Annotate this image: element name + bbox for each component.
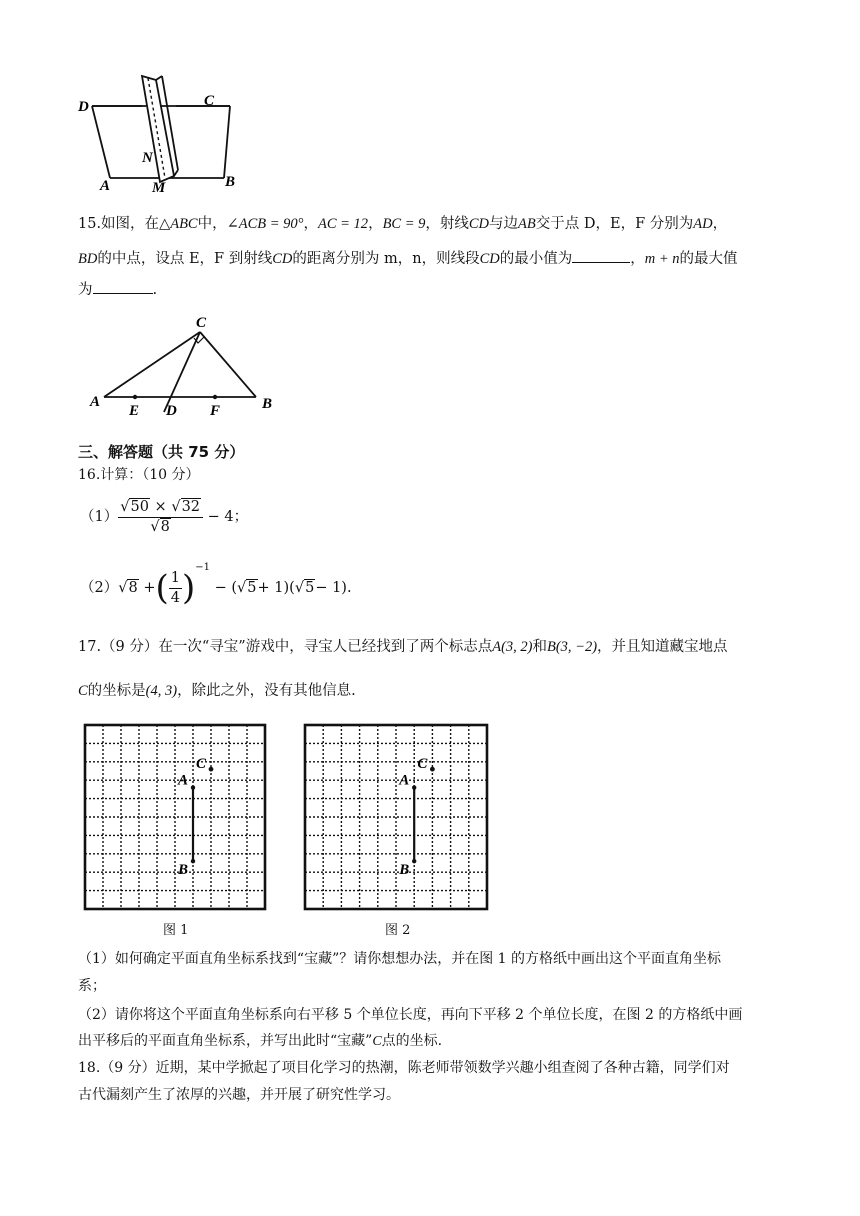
grid-figure-1[interactable] (82, 722, 268, 912)
grid1-point-b (191, 859, 195, 863)
fig14-label-M: M (152, 180, 166, 195)
fig15-diagram (86, 312, 286, 420)
q16-part1: （1） $\frac{√50 \times √32}{√8}$ − 4； (80, 499, 249, 535)
q16-title: 16.计算：（10 分） (78, 467, 200, 483)
grid2-point-b (412, 859, 416, 863)
fig2-caption: 图 2 (385, 923, 411, 938)
answer-blank-2[interactable] (93, 281, 153, 294)
q17-part2-line2: 出平移后的平面直角坐标系，并写出此时“宝藏”C点的坐标. (78, 1033, 443, 1049)
grid1-point-a (191, 785, 195, 789)
q17-part1-line1: （1）如何确定平面直角坐标系找到“宝藏”？请你想想办法，并在图 1 的方格纸中画出这个平面直角坐标 (78, 951, 722, 967)
fig15-label-D: D (166, 403, 177, 419)
q17-line1: 17.（9 分）在一次“寻宝”游戏中，寻宝人已经找到了两个标志点A(3, 2)和B(3, −2)，并且知道藏宝地点 (78, 639, 728, 655)
q16-part2: （2）√8 +( $\frac{1}{4}$ )$^{-1}$ − (√5+ 1)(√5− 1). (80, 562, 352, 608)
grid-figure-2[interactable] (302, 722, 490, 912)
q15-line2: BD的中点，设点 E，F 到射线CD的距离分别为 m，n，则线段CD的最小值为 ，m + n的最大值 (78, 251, 738, 267)
grid2-point-c (430, 767, 435, 772)
fig15-label-B: B (262, 396, 273, 412)
fig14-label-A: A (100, 178, 111, 194)
section-title: 三、解答题（共 75 分） (78, 443, 245, 461)
grid1-label-b: B (178, 862, 189, 879)
fig15-label-C: C (196, 315, 207, 331)
fig15-label-A: A (90, 394, 101, 410)
grid2-label-a: A (399, 772, 410, 789)
fig14-diagram (72, 70, 252, 195)
fig14-label-N: N (142, 150, 153, 166)
q16-fraction: $\frac{√50 \times √32}{√8}$ (118, 500, 203, 534)
q17-part1-line2: 系； (78, 978, 106, 994)
q18-line1: 18.（9 分）近期，某中学掀起了项目化学习的热潮，陈老师带领数学兴趣小组查阅了各种古籍，同学们对 (78, 1060, 730, 1076)
q17-part2-line1: （2）请你将这个平面直角坐标系向右平移 5 个单位长度，再向下平移 2 个单位长度，在图 2 的方格纸中画 (78, 1007, 743, 1023)
grid2-label-b: B (399, 862, 410, 879)
grid2-point-a (412, 785, 416, 789)
fig15-label-F: F (210, 403, 221, 419)
q18-line2: 古代漏刻产生了浓厚的兴趣，并开展了研究性学习。 (78, 1087, 400, 1103)
fig14-label-B: B (225, 174, 236, 190)
q15-line1: 15.如图，在△ABC中，∠ACB = 90°，AC = 12，BC = 9，射线CD与边AB交于点 D，E，F 分别为AD， (78, 216, 728, 232)
fig14-label-D: D (78, 99, 89, 115)
fig1-caption: 图 1 (163, 923, 189, 938)
grid1-point-c (209, 767, 214, 772)
fig14-label-C: C (204, 93, 215, 109)
grid2-label-c: C (417, 756, 428, 773)
grid1-label-c: C (196, 756, 207, 773)
q17-line2: C的坐标是(4, 3)，除此之外，没有其他信息. (78, 683, 356, 699)
fig15-label-E: E (129, 403, 140, 419)
grid1-label-a: A (178, 772, 189, 789)
q15-line3: 为 . (78, 282, 158, 298)
answer-blank-1[interactable] (572, 250, 630, 263)
